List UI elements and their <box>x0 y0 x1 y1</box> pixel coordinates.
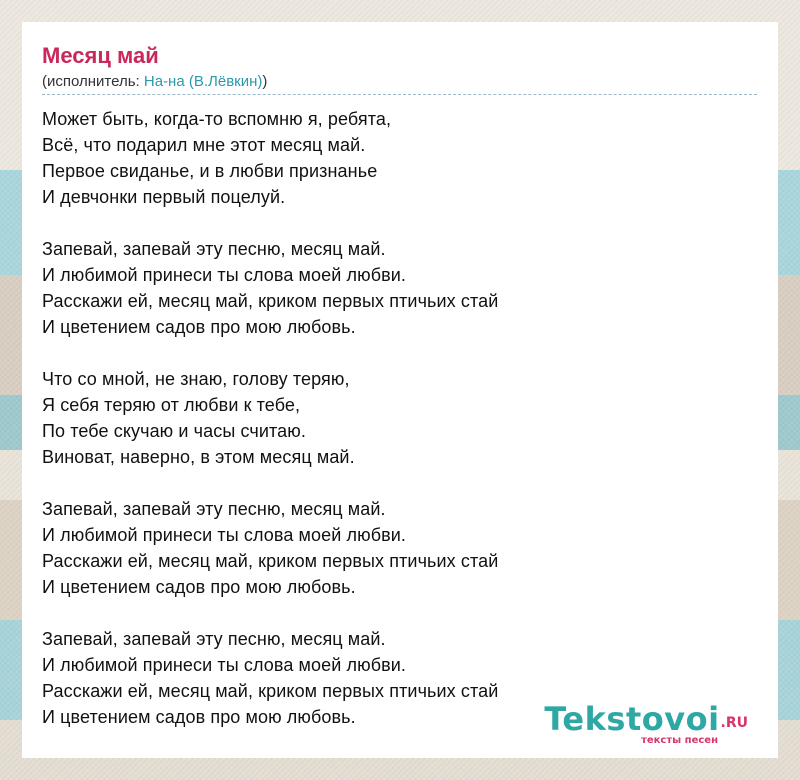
lyric-line: Запевай, запевай эту песню, месяц май. <box>42 239 386 259</box>
performer-suffix: ) <box>262 73 268 90</box>
lyric-line: И девчонки первый поцелуй. <box>42 187 286 207</box>
lyric-line: Всё, что подарил мне этот месяц май. <box>42 135 366 155</box>
performer-link[interactable]: На-на (В.Лёвкин) <box>143 73 263 90</box>
logo-name: Tekstovoi <box>544 700 720 738</box>
lyric-line: Первое свиданье, и в любви признанье <box>42 161 378 181</box>
performer-prefix: (исполнитель: <box>42 73 144 90</box>
lyric-line: Может быть, когда-то вспомню я, ребята, <box>42 109 392 129</box>
lyric-line: По тебе скучаю и часы считаю. <box>42 421 306 441</box>
lyrics-body <box>42 106 758 730</box>
performer-line <box>42 73 757 95</box>
logo-tagline: тексты песен <box>641 735 718 746</box>
lyric-line: И любимой принеси ты слова моей любви. <box>42 655 407 675</box>
stanza <box>42 106 758 210</box>
stanza <box>42 496 758 600</box>
lyric-line: Запевай, запевай эту песню, месяц май. <box>42 629 386 649</box>
lyric-line: И цветением садов про мою любовь. <box>42 317 356 337</box>
lyric-line: Расскажи ей, месяц май, криком первых птичьих стай <box>42 681 499 701</box>
stanza <box>42 366 758 470</box>
song-title: Месяц май <box>42 43 159 68</box>
logo-tld: .RU <box>720 715 748 731</box>
lyrics-card <box>22 22 778 758</box>
lyric-line: И цветением садов про мою любовь. <box>42 577 356 597</box>
lyric-line: Что со мной, не знаю, голову теряю, <box>42 369 350 389</box>
lyric-line: Расскажи ей, месяц май, криком первых птичьих стай <box>42 551 499 571</box>
stanza <box>42 236 758 340</box>
site-logo[interactable] <box>544 702 748 746</box>
lyric-line: И любимой принеси ты слова моей любви. <box>42 265 407 285</box>
lyric-line: Запевай, запевай эту песню, месяц май. <box>42 499 386 519</box>
lyric-line: Я себя теряю от любви к тебе, <box>42 395 301 415</box>
lyric-line: И любимой принеси ты слова моей любви. <box>42 525 407 545</box>
lyric-line: И цветением садов про мою любовь. <box>42 707 356 727</box>
lyric-line: Расскажи ей, месяц май, криком первых птичьих стай <box>42 291 499 311</box>
lyric-line: Виноват, наверно, в этом месяц май. <box>42 447 355 467</box>
